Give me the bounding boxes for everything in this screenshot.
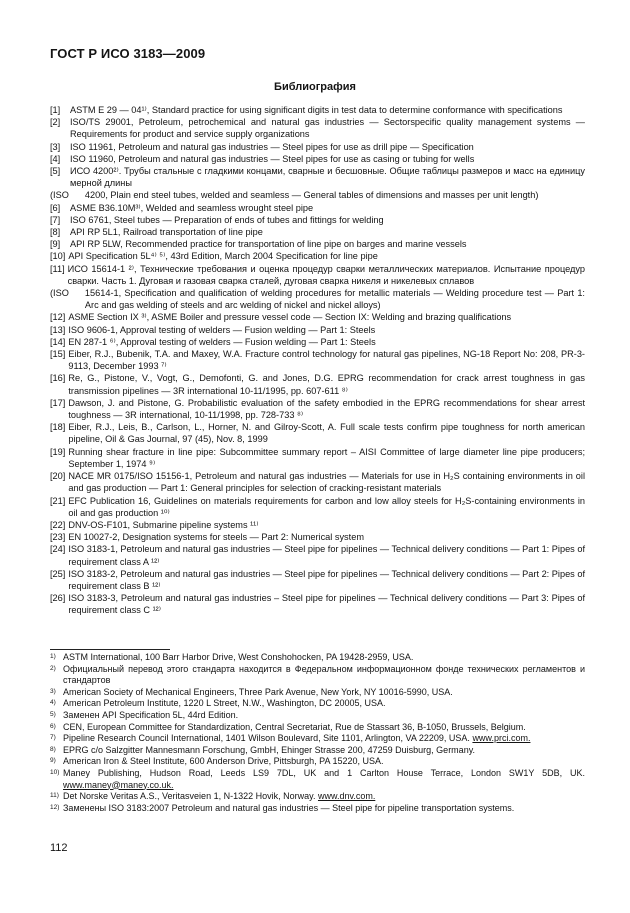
footnote-text bbox=[63, 768, 585, 791]
reference-number: [22] bbox=[50, 519, 66, 530]
reference-number: [25] bbox=[50, 568, 66, 579]
footnote-text bbox=[63, 791, 585, 803]
footnote-text bbox=[63, 745, 585, 757]
footnote-number: 1) bbox=[50, 653, 56, 660]
reference-text: NACE MR 0175/ISO 15156-1, Petroleum and natural gas industries — Materials for use in H₂S containing environments in oil and gas production — Part 1: General principles for selection of cracking-resistant materials bbox=[68, 471, 585, 494]
reference-number: [5] bbox=[50, 166, 61, 177]
footnote-body: American Society of Mechanical Engineers, Three Park Avenue, New York, NY 10016-5990, USA. bbox=[63, 686, 453, 697]
reference-item bbox=[50, 226, 585, 238]
reference-item bbox=[50, 250, 585, 262]
reference-number: [23] bbox=[50, 532, 66, 543]
footnote-item bbox=[50, 652, 585, 664]
reference-text: ASME Section IX ³⁾, ASME Boiler and pressure vessel code — Section IX: Welding and brazing qualifications bbox=[68, 312, 512, 323]
reference-text: ISO 11960, Petroleum and natural gas industries — Steel pipes for use as casing or tubing for wells bbox=[70, 153, 475, 164]
reference-list bbox=[50, 104, 585, 617]
footnote-number: 12) bbox=[50, 803, 60, 811]
reference-item bbox=[50, 543, 585, 567]
reference-item bbox=[50, 141, 585, 153]
reference-number: [11] bbox=[50, 263, 65, 274]
footnote-item bbox=[50, 710, 585, 722]
reference-item bbox=[50, 214, 585, 226]
footnote-number: 8) bbox=[50, 745, 56, 753]
reference-text: API RP 5L1, Railroad transportation of line pipe bbox=[70, 227, 263, 238]
footnote-number: 4) bbox=[50, 699, 56, 707]
reference-text: DNV-OS-F101, Submarine pipeline systems ¹¹⁾ bbox=[68, 519, 259, 530]
reference-number: [10] bbox=[50, 251, 66, 262]
reference-item bbox=[50, 372, 585, 396]
footnote-number: 7) bbox=[50, 734, 56, 742]
reference-item bbox=[50, 397, 585, 421]
footnote-item bbox=[50, 698, 585, 710]
reference-text: ISO 6761, Steel tubes — Preparation of ends of tubes and fittings for welding bbox=[70, 214, 384, 225]
footnote-item bbox=[50, 664, 585, 687]
footnote-number: 5) bbox=[50, 710, 56, 718]
reference-text: Dawson, J. and Pistone, G. Probabilistic evaluation of the safety embodied in the EPRG recommendations for shear arrest toughness — 3R international, 10-11/1998, pp. 728-733 ⁸⁾ bbox=[68, 397, 585, 421]
reference-item bbox=[50, 165, 585, 189]
footnote-number: 10) bbox=[50, 768, 60, 776]
reference-number: [1] bbox=[50, 105, 61, 115]
reference-text: EN 287-1 ⁶⁾, Approval testing of welders — Fusion welding — Part 1: Steels bbox=[68, 336, 376, 347]
footnote-number: 2) bbox=[50, 664, 56, 672]
reference-item bbox=[50, 202, 585, 214]
reference-item bbox=[50, 287, 585, 311]
footnote-item bbox=[50, 722, 585, 734]
reference-number: [13] bbox=[50, 324, 66, 335]
footnote-text bbox=[63, 698, 585, 710]
reference-text: ISO 3183-2, Petroleum and natural gas industries — Steel pipe for pipelines — Technical delivery conditions — Part 2: Pipes of requirement class B ¹²⁾ bbox=[68, 568, 585, 591]
reference-text: Running shear fracture in line pipe: Subcommittee summary report – AISI Committee of large diameter line pipe producers; September 1, 1974 ⁹⁾ bbox=[68, 446, 585, 469]
footnote-body: Заменен API Specification 5L, 44rd Edition. bbox=[63, 709, 239, 720]
footnote-item bbox=[50, 733, 585, 745]
reference-number: [14] bbox=[50, 336, 66, 347]
reference-number: [20] bbox=[50, 471, 66, 482]
reference-number: [12] bbox=[50, 312, 66, 323]
reference-item bbox=[50, 421, 585, 445]
reference-item bbox=[50, 324, 585, 336]
footnote-item bbox=[50, 803, 585, 815]
reference-text: ASTM E 29 — 04¹⁾, Standard practice for using significant digits in test data to determine conformance with specifications bbox=[70, 105, 563, 115]
reference-item bbox=[50, 348, 585, 372]
reference-text: ISO 3183-1, Petroleum and natural gas industries — Steel pipe for pipelines — Technical delivery conditions — Part 1: Pipes of requirement class A ¹²⁾ bbox=[68, 544, 585, 567]
footnote-number: 9) bbox=[50, 757, 56, 765]
footnote-number: 6) bbox=[50, 722, 56, 730]
footnote-list bbox=[50, 652, 585, 814]
reference-text: EFC Publication 16, Guidelines on materials requirements for carbon and low alloy steels for H₂S-containing environments in oil and gas production ¹⁰⁾ bbox=[68, 495, 585, 518]
reference-item bbox=[50, 495, 585, 519]
reference-number: [24] bbox=[50, 544, 66, 555]
footnote-body: EPRG c/o Salzgitter Mannesmann Forschung, GmbH, Ehinger Strasse 200, 47259 Duisburg, Germany. bbox=[63, 744, 476, 755]
footnote-item bbox=[50, 687, 585, 699]
footnote-body: Det Norske Veritas A.S., Veritasveien 1, N-1322 Hovik, Norway. bbox=[63, 791, 316, 802]
reference-item bbox=[50, 519, 585, 531]
reference-number: [16] bbox=[50, 373, 66, 384]
footnote-body: Pipeline Research Council International, 1401 Wilson Boulevard, Site 1101, Arlington, VA 22209, USA. bbox=[63, 733, 470, 744]
reference-text: ASME B36.10M³⁾, Welded and seamless wrought steel pipe bbox=[70, 202, 314, 213]
reference-item bbox=[50, 311, 585, 323]
reference-item bbox=[50, 238, 585, 250]
footnote-item bbox=[50, 756, 585, 768]
reference-item bbox=[50, 263, 585, 287]
footnote-body: Maney Publishing, Hudson Road, Leeds LS9 7DL, UK and 1 Carlton House Terrace, London SW1Y 5DB, UK. bbox=[63, 767, 585, 778]
reference-text: ИСО 4200²⁾. Трубы стальные с гладкими концами, сварные и бесшовные. Общие таблицы размеров и масс на единицу мерной длины bbox=[70, 166, 585, 189]
reference-text: Eiber, R.J., Leis, B., Carlson, L., Horner, N. and Gilroy-Scott, A. Full scale tests confirm pipe toughness for north american pipeline, Oil & Gas Journal, 97 (45), Nov. 8, 1999 bbox=[68, 422, 585, 445]
footnote-text bbox=[63, 710, 585, 722]
reference-text: API Specification 5L⁴⁾ ⁵⁾, 43rd Edition, March 2004 Specification for line pipe bbox=[68, 251, 378, 262]
reference-item bbox=[50, 336, 585, 348]
footnote-body: American Iron & Steel Institute, 600 Anderson Drive, Pittsburgh, PA 15220, USA. bbox=[63, 756, 384, 767]
reference-item bbox=[50, 116, 585, 140]
footnote-text bbox=[63, 722, 585, 734]
reference-text: ISO 11961, Petroleum and natural gas industries — Steel pipes for use as drill pipe — Specification bbox=[70, 141, 474, 152]
reference-item bbox=[50, 153, 585, 165]
footnote-body: ASTM International, 100 Barr Harbor Drive, West Conshohocken, PA 19428-2959, USA. bbox=[63, 652, 414, 662]
bibliography-title: Библиография bbox=[274, 81, 356, 93]
reference-text: ISO 9606-1, Approval testing of welders — Fusion welding — Part 1: Steels bbox=[68, 324, 376, 335]
reference-text: 15614-1, Specification and qualification of welding procedures for metallic materials — Welding procedure test — Part 1: Arc and gas welding of steels and arc welding of nickel and nickel alloys) bbox=[84, 288, 585, 311]
reference-text: 4200, Plain end steel tubes, welded and seamless — General tables of dimensions and masses per unit length) bbox=[84, 190, 539, 201]
reference-text: ISO/TS 29001, Petroleum, petrochemical and natural gas industries — Sectorspecific quality management systems — Requirements for product and service supply organizations bbox=[70, 117, 585, 140]
reference-item bbox=[50, 568, 585, 592]
footnote-item bbox=[50, 791, 585, 803]
reference-item bbox=[50, 531, 585, 543]
reference-text: EN 10027-2, Designation systems for steels — Part 2: Numerical system bbox=[68, 532, 364, 543]
reference-text: ИСО 15614-1 ²⁾, Технические требования и оценка процедур сварки металлических материалов. Испытание процедур сварки. Часть 1. Дуговая и газовая сварка сталей, дуговая сварка никеля и никелевых сплавов bbox=[67, 263, 585, 286]
reference-number: [6] bbox=[50, 202, 61, 213]
reference-number: [19] bbox=[50, 446, 66, 457]
footnote-text bbox=[63, 733, 585, 745]
footnote-body: CEN, European Committee for Standardization, Central Secretariat, Rue de Stassart 36, B-1050, Brussels, Belgium. bbox=[63, 721, 526, 732]
footnote-body: Официальный перевод этого стандарта находится в Федеральном информационном фонде технических регламентов и стандартов bbox=[63, 663, 585, 686]
reference-number: [17] bbox=[50, 397, 66, 408]
footnote-item bbox=[50, 768, 585, 791]
reference-text: Re, G., Pistone, V., Vogt, G., Demofonti, G. and Jones, D.G. EPRG recommendation for crack arrest toughness in gas transmission pipelines — 3R international 10-11/1995, pp. 607-611 ⁸⁾ bbox=[68, 373, 585, 396]
reference-text: ISO 3183-3, Petroleum and natural gas industries – Steel pipe for pipelines — Technical delivery conditions — Part 3: Pipes of requirement class C ¹²⁾ bbox=[68, 593, 585, 616]
reference-number: [7] bbox=[50, 214, 61, 225]
reference-number: (ISO bbox=[50, 190, 69, 201]
reference-number: [15] bbox=[50, 349, 66, 360]
footnote-text bbox=[63, 664, 585, 687]
footnote-body: American Petroleum Institute, 1220 L Street, N.W., Washington, DC 20005, USA. bbox=[63, 698, 386, 709]
reference-number: [3] bbox=[50, 141, 61, 152]
reference-number: [21] bbox=[50, 495, 66, 506]
reference-number: [4] bbox=[50, 153, 61, 164]
reference-number: [8] bbox=[50, 227, 61, 238]
reference-text: Eiber, R.J., Bubenik, T.A. and Maxey, W.A. Fracture control technology for natural gas pipelines, NG-18 Report No: 208, PR-3-9113, December 1993 ⁷⁾ bbox=[68, 349, 585, 372]
footnote-link[interactable]: www.prci.com. bbox=[472, 733, 531, 744]
reference-item bbox=[50, 104, 585, 116]
footnote-text bbox=[63, 756, 585, 768]
document-header: ГОСТ Р ИСО 3183—2009 bbox=[50, 46, 206, 61]
reference-item bbox=[50, 470, 585, 494]
reference-number: [18] bbox=[50, 422, 66, 433]
reference-text: API RP 5LW, Recommended practice for transportation of line pipe on barges and marine vessels bbox=[70, 239, 467, 250]
page-number: 112 bbox=[50, 842, 68, 854]
footnote-body: Заменены ISO 3183:2007 Petroleum and natural gas industries — Steel pipe for pipeline transportation systems. bbox=[63, 802, 515, 813]
reference-number: [26] bbox=[50, 593, 66, 604]
footnote-number: 3) bbox=[50, 687, 56, 695]
footnote-item bbox=[50, 745, 585, 757]
reference-item bbox=[50, 189, 585, 201]
footnote-link[interactable]: www.maney@maney.co.uk. bbox=[63, 779, 174, 790]
reference-number: [2] bbox=[50, 117, 61, 128]
reference-item bbox=[50, 592, 585, 616]
reference-number: [9] bbox=[50, 239, 61, 250]
footnote-separator bbox=[50, 649, 170, 650]
reference-item bbox=[50, 446, 585, 470]
footnote-link[interactable]: www.dnv.com. bbox=[317, 791, 376, 802]
footnote-number: 11) bbox=[50, 792, 59, 800]
footnote-text bbox=[63, 687, 585, 699]
reference-number: (ISO bbox=[50, 288, 69, 299]
footnote-text bbox=[63, 652, 585, 664]
footnote-text bbox=[63, 803, 585, 815]
